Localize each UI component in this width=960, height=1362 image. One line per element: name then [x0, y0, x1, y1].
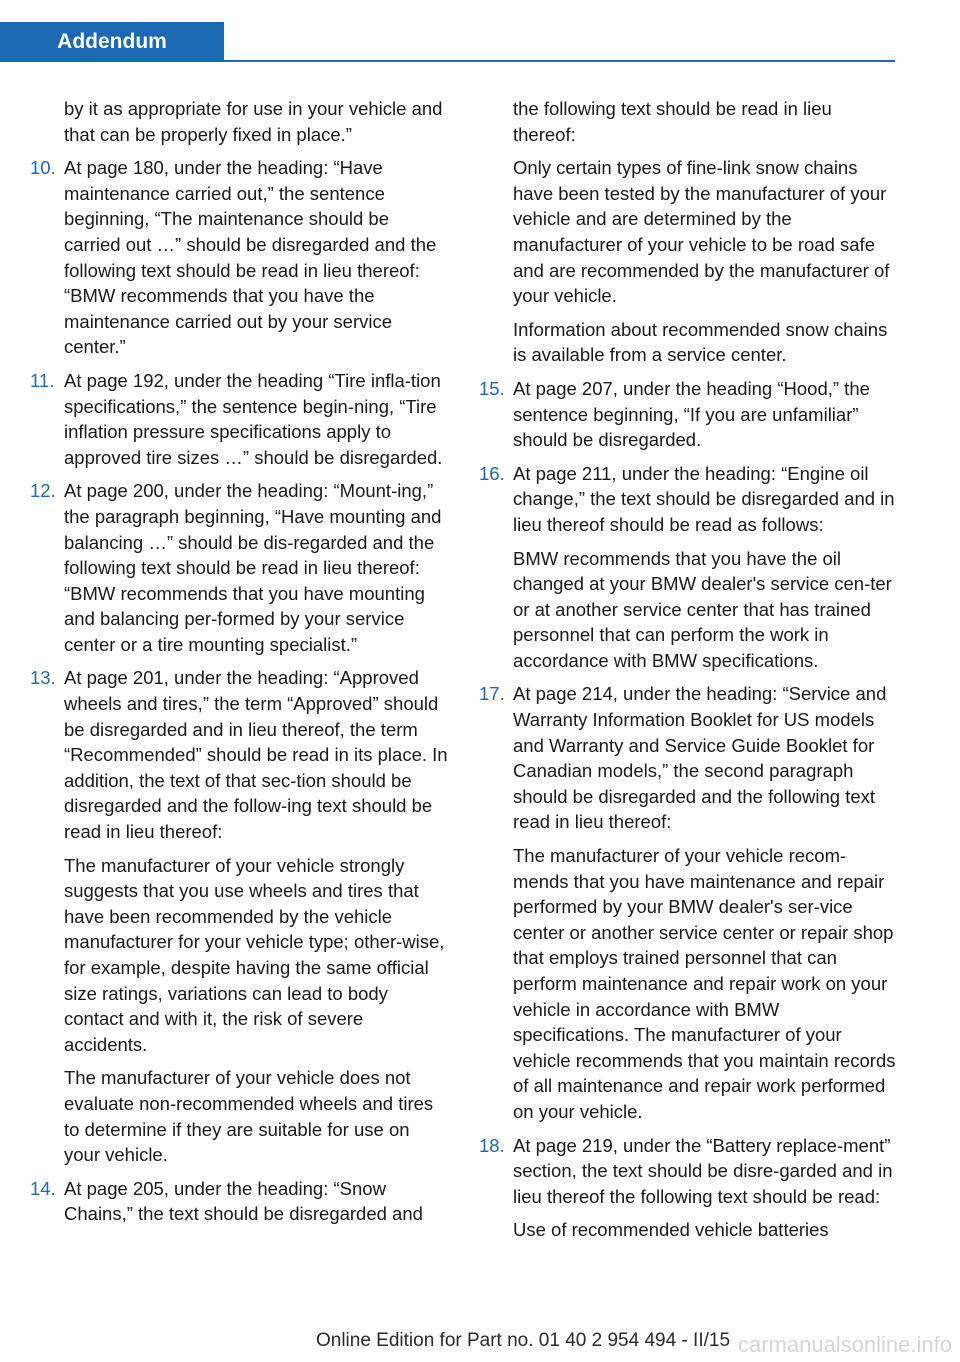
continued-paragraph: the following text should be read in lieu thereof: — [513, 98, 832, 145]
item-paragraph: At page 219, under the “Battery replace‐ment” section, the text should be disre‐garded and in lieu thereof the following text should be read: — [513, 1134, 893, 1207]
item-paragraph: At page 200, under the heading: “Mount‐ing,” the paragraph beginning, “Have mounting and balancing …” should be dis‐regarded and the following text should be read in lieu thereof: “BMW recommends that you have mounting and balancing per‐formed by your service center or a tire mounting specialist.” — [64, 480, 442, 655]
list-item-15 — [479, 376, 897, 453]
continued-paragraph: Information about recommended snow chains is available from a service center. — [513, 318, 888, 366]
list-item-16 — [479, 461, 897, 674]
item-number: 10. — [30, 157, 56, 179]
item-paragraph: The manufacturer of your vehicle recom‐mends that you have maintenance and repair performed by your BMW dealer's ser‐vice center or another service center or repair shop that employs trained personnel that can perform maintenance and repair work on your vehicle in accordance with BMW specifications. The manufacturer of your vehicle recommends that you maintain records of all maintenance and repair work performed on your vehicle. — [513, 845, 896, 1122]
item-paragraph: At page 192, under the heading “Tire infla‐tion specifications,” the sentence begin‐ning, “Tire inflation pressure specifications apply to approved tire sizes …” should be disregarded. — [64, 369, 443, 468]
item-paragraph: At page 207, under the heading “Hood,” the sentence beginning, “If you are unfamiliar” should be disregarded. — [513, 377, 870, 451]
item-number: 14. — [30, 1177, 56, 1199]
item-number: 12. — [30, 480, 56, 502]
item-paragraph: Use of recommended vehicle batteries — [513, 1219, 829, 1241]
item-number: 15. — [479, 377, 505, 399]
edition-text: Online Edition for Part no. 01 40 2 954 494 - II/15 — [315, 1330, 731, 1351]
item-number: 11. — [30, 369, 55, 391]
watermark: carmanualsonline.info — [737, 1332, 952, 1357]
item-paragraph: At page 205, under the heading: “Snow Chains,” the text should be disregarded and — [64, 1177, 423, 1225]
item-paragraph: At page 201, under the heading: “Approved wheels and tires,” the term “Approved” should be disregarded and in lieu thereof, the term “Recommended” should be read in its place. In addition, the text of that sec‐tion should be disregarded and the follow‐ing text should be read in lieu thereof: — [64, 667, 448, 843]
list-item-18 — [479, 1133, 897, 1243]
list-item-14 — [30, 1176, 448, 1227]
item-paragraph: At page 214, under the heading: “Service and Warranty Information Booklet for US models and Warranty and Service Guide Booklet for Canadian models,” the second paragraph should be disregarded and the following text read in lieu thereof: — [513, 683, 887, 833]
item-number: 17. — [479, 683, 505, 705]
item-number: 13. — [30, 667, 56, 689]
left-column — [30, 96, 448, 1235]
continued-paragraph: Only certain types of fine-link snow chains have been tested by the manufacturer of your vehicle and are determined by the manufacturer of your vehicle to be road safe and are recommended by the manufacturer of your vehicle. — [513, 157, 890, 307]
item-paragraph: BMW recommends that you have the oil changed at your BMW dealer's service cen‐ter or at another service center that has trained personnel that can perform the work in accordance with BMW specifications. — [513, 547, 892, 671]
list-item-17 — [479, 681, 897, 1124]
list-item-13 — [30, 665, 448, 1167]
list-item-10 — [30, 155, 448, 360]
item-paragraph: At page 180, under the heading: “Have maintenance carried out,” the sentence beginning, “The maintenance should be carried out …” should be disregarded and the following text should be read in lieu thereof: “BMW recommends that you have the maintenance carried out by your service center.” — [64, 157, 437, 358]
lead-paragraph: by it as appropriate for use in your vehicle and that can be properly fixed in place.” — [64, 98, 443, 145]
item-paragraph: The manufacturer of your vehicle does not evaluate non-recommended wheels and tires to determine if they are suitable for use on your vehicle. — [64, 1067, 434, 1166]
list-item-12 — [30, 478, 448, 657]
item-paragraph: At page 211, under the heading: “Engine oil change,” the text should be disregarded and in lieu thereof should be read as follows: — [513, 462, 895, 535]
right-column — [479, 96, 897, 1251]
section-tab — [0, 22, 224, 62]
list-item-11 — [30, 368, 448, 470]
item-number: 16. — [479, 462, 505, 484]
section-title: Addendum — [57, 30, 167, 53]
item-number: 18. — [479, 1134, 505, 1156]
item-paragraph: The manufacturer of your vehicle strongly suggests that you use wheels and tires that have been recommended by the vehicle manufacturer for your vehicle type; other‐wise, for example, despite having the same official size ratings, variations can lead to body contact and with it, the risk of severe accidents. — [64, 854, 445, 1055]
